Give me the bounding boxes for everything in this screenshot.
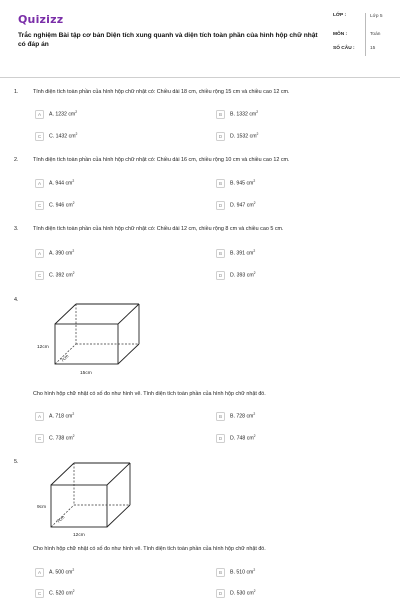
cuboid-edge: [55, 304, 76, 324]
option-a[interactable]: [35, 411, 74, 421]
meta-value-class: Lớp 5: [365, 13, 385, 32]
option-text: B. 510 $cm^2$: [230, 568, 256, 576]
option-a[interactable]: [35, 178, 74, 188]
meta-row-subject: [333, 32, 385, 46]
question-text: Tính diện tích toàn phần của hình hộp chữ nhật có: Chiều dài 16 cm, chiều rộng 10 cm và chiều cao 12 cm.: [33, 157, 290, 163]
meta-row-count: [333, 46, 385, 56]
cuboid-edge: [107, 505, 130, 527]
cuboid-edge: [118, 344, 139, 364]
option-letter-box: A: [35, 249, 44, 258]
option-letter-box: C: [35, 434, 44, 443]
cuboid-edge: [107, 463, 130, 485]
option-a[interactable]: [35, 109, 77, 119]
option-letter-box: B: [216, 110, 225, 119]
option-d[interactable]: [216, 270, 256, 280]
option-letter-box: D: [216, 434, 225, 443]
cuboid-diagram: [28, 455, 138, 540]
cuboid-edge: [51, 463, 74, 485]
question-text: Cho hình hộp chữ nhật có số đo như hình vẽ. Tính diện tích toàn phần của hình hộp chữ nhật đó.: [33, 391, 266, 397]
length-label: 12cm: [73, 533, 85, 538]
meta-label-subject: MÔN :: [333, 32, 348, 37]
cuboid-figure: [28, 455, 138, 540]
option-text: A. 1232 $cm^2$: [49, 110, 78, 118]
question-number: 2.: [14, 157, 19, 163]
option-letter-box: B: [216, 179, 225, 188]
option-letter-box: C: [35, 589, 44, 598]
option-a[interactable]: [35, 248, 74, 258]
option-b[interactable]: [216, 567, 255, 577]
option-text: A. 390 $cm^2$: [49, 249, 75, 257]
meta-label-count: SỐ CÂU :: [333, 46, 355, 51]
question-number: 1.: [14, 89, 19, 95]
option-letter-box: D: [216, 132, 225, 141]
option-letter-box: A: [35, 179, 44, 188]
option-d[interactable]: [216, 433, 256, 443]
option-text: D. 393 $cm^2$: [230, 271, 256, 279]
question-text: Tính diện tích toàn phần của hình hộp chữ nhật có: Chiều dài 18 cm, chiều rộng 15 cm và chiều cao 12 cm.: [33, 89, 290, 95]
length-label: 15cm: [80, 371, 92, 376]
option-letter-box: B: [216, 412, 225, 421]
quizizz-logo: Quizizz: [18, 13, 64, 26]
option-c[interactable]: [35, 433, 75, 443]
option-letter-box: A: [35, 412, 44, 421]
cuboid-diagram: [28, 296, 148, 386]
option-b[interactable]: [216, 178, 255, 188]
option-letter-box: C: [35, 132, 44, 141]
option-c[interactable]: [35, 200, 75, 210]
option-letter-box: A: [35, 110, 44, 119]
option-text: C. 946 $cm^2$: [49, 201, 75, 209]
meta-label-class: LỚP :: [333, 13, 347, 18]
option-text: C. 392 $cm^2$: [49, 271, 75, 279]
width-label: 7cm: [59, 353, 70, 363]
option-text: B. 945 $cm^2$: [230, 179, 256, 187]
option-text: D. 947 $cm^2$: [230, 201, 256, 209]
option-c[interactable]: [35, 131, 77, 141]
option-c[interactable]: [35, 588, 75, 598]
option-text: C. 520 $cm^2$: [49, 589, 75, 597]
worksheet-meta: [333, 13, 385, 56]
height-label: 9cm: [37, 505, 47, 510]
option-text: A. 718 $cm^2$: [49, 412, 75, 420]
cuboid-figure: [28, 296, 148, 386]
meta-row-class: [333, 13, 385, 32]
option-letter-box: D: [216, 271, 225, 280]
option-letter-box: D: [216, 201, 225, 210]
option-text: D. 748 $cm^2$: [230, 434, 256, 442]
worksheet-title: Trắc nghiệm Bài tập cơ bản Diện tích xung quanh và diện tích toàn phần của hình hộp chữ nhật có đáp án: [18, 32, 318, 48]
option-letter-box: B: [216, 568, 225, 577]
worksheet-header: [0, 0, 400, 78]
height-label: 12cm: [37, 345, 49, 350]
question-number: 3.: [14, 226, 19, 232]
width-label: 7cm: [55, 514, 66, 524]
question-text: Tính diện tích toàn phần của hình hộp chữ nhật có: Chiều dài 12 cm, chiều rộng 8 cm và chiều cao 5 cm.: [33, 226, 284, 232]
header-divider: [0, 77, 400, 78]
option-text: B. 391 $cm^2$: [230, 249, 256, 257]
option-text: D. 530 $cm^2$: [230, 589, 256, 597]
option-a[interactable]: [35, 567, 74, 577]
option-letter-box: D: [216, 589, 225, 598]
option-letter-box: C: [35, 271, 44, 280]
option-letter-box: B: [216, 249, 225, 258]
option-text: A. 500 $cm^2$: [49, 568, 75, 576]
option-d[interactable]: [216, 588, 256, 598]
question-text: Cho hình hộp chữ nhật có số đo như hình vẽ. Tính diện tích toàn phần của hình hộp chữ nhật đó.: [33, 546, 266, 552]
cuboid-edge: [118, 304, 139, 324]
option-letter-box: A: [35, 568, 44, 577]
option-text: D. 1532 $cm^2$: [230, 132, 259, 140]
meta-value-count: 15: [365, 46, 385, 56]
option-d[interactable]: [216, 131, 258, 141]
option-text: C. 1432 $cm^2$: [49, 132, 78, 140]
option-text: B. 1332 $cm^2$: [230, 110, 259, 118]
option-b[interactable]: [216, 109, 258, 119]
option-text: C. 738 $cm^2$: [49, 434, 75, 442]
option-d[interactable]: [216, 200, 256, 210]
question-number: 4.: [14, 297, 19, 303]
option-b[interactable]: [216, 411, 255, 421]
option-c[interactable]: [35, 270, 75, 280]
option-text: B. 728 $cm^2$: [230, 412, 256, 420]
option-text: A. 944 $cm^2$: [49, 179, 75, 187]
option-letter-box: C: [35, 201, 44, 210]
question-number: 5.: [14, 459, 19, 465]
option-b[interactable]: [216, 248, 255, 258]
meta-value-subject: Toán: [365, 32, 385, 46]
